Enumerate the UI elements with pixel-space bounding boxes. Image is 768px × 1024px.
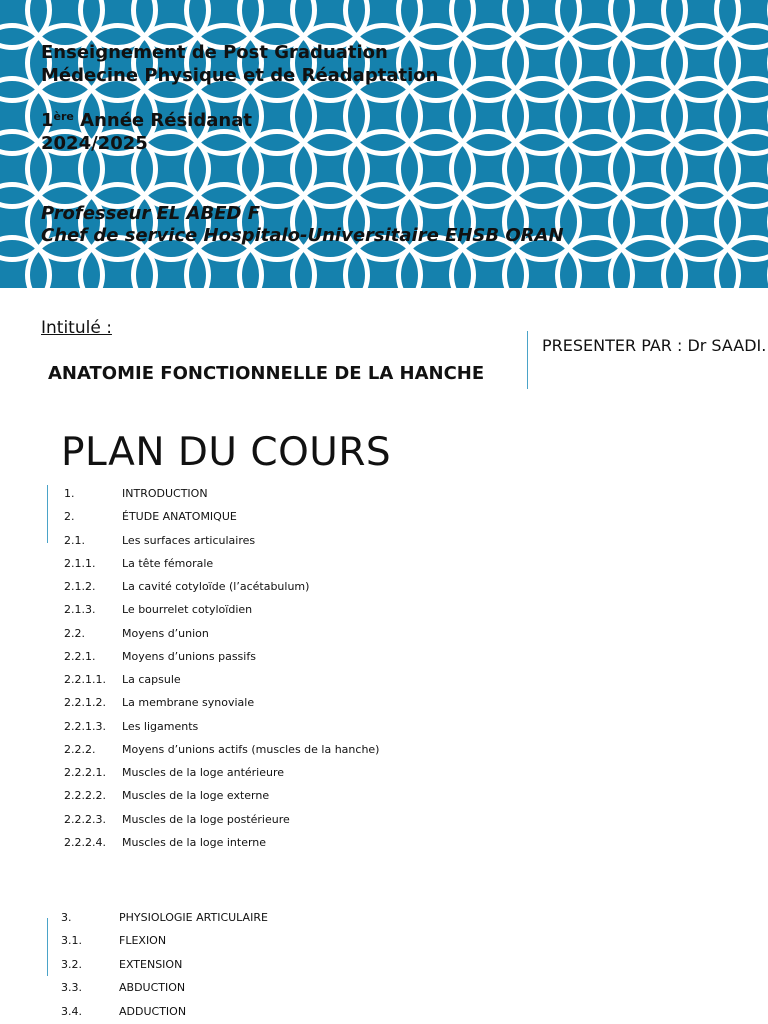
toc-item-text: ABDUCTION: [119, 981, 186, 995]
toc-item-text: La capsule: [122, 673, 181, 686]
academic-year: 2024/2025: [41, 133, 148, 154]
toc-item-text: Moyens d’union: [122, 626, 209, 640]
toc-item-text: La membrane synoviale: [122, 696, 255, 710]
toc-item-number: 2.2.2.: [64, 742, 96, 756]
program-title: Enseignement de Post Graduation: [41, 42, 388, 63]
professor-name: Professeur EL ABED F: [41, 203, 260, 224]
toc-item-text: Le bourrelet cotyloïdien: [122, 603, 253, 617]
toc-item-text: ADDUCTION: [119, 1004, 187, 1018]
residency-year: 1ère Année Résidanat: [41, 110, 252, 131]
toc-item-text: Muscles de la loge postérieure: [122, 812, 290, 826]
toc-item-number: 2.2.2.3.: [64, 812, 106, 826]
toc-item-number: 2.2.1.1.: [64, 673, 106, 686]
toc-item-text: Moyens d’unions passifs: [122, 649, 256, 663]
header-banner: [0, 0, 768, 288]
toc-item-number: 2.2.: [64, 626, 85, 640]
toc-item-number: 2.2.1.: [64, 649, 96, 663]
toc-accent-bar: [47, 485, 48, 543]
intitule-label: Intitulé :: [41, 318, 112, 338]
toc-item-text: Moyens d’unions actifs (muscles de la hanche): [122, 742, 380, 756]
divider: [527, 331, 528, 389]
toc-item-text: FLEXION: [119, 934, 167, 948]
toc-item-text: Muscles de la loge antérieure: [122, 766, 285, 779]
toc-item-text: PHYSIOLOGIE ARTICULAIRE: [119, 911, 268, 924]
toc-item-number: 2.2.2.4.: [64, 835, 106, 849]
specialty-title: Médecine Physique et de Réadaptation: [41, 65, 439, 86]
toc-item-number: 3.1.: [61, 934, 82, 948]
toc-item-text: Muscles de la loge externe: [122, 789, 270, 803]
toc-item-number: 2.1.2.: [64, 580, 96, 593]
toc-item-number: 2.: [64, 510, 75, 524]
toc-item-number: 3.: [61, 911, 72, 924]
toc-item-text: Les ligaments: [122, 719, 199, 733]
service-title: Chef de service Hospitalo-Universitaire EHSB ORAN: [41, 225, 564, 246]
plan-title: PLAN DU COURS: [61, 430, 392, 475]
presenter-label: PRESENTER PAR : Dr SAADI.: [542, 336, 767, 355]
toc-item-number: 2.2.1.3.: [64, 719, 106, 733]
toc-accent-bar: [47, 918, 48, 976]
toc-item-text: La tête fémorale: [122, 556, 214, 570]
toc-item-number: 1.: [64, 487, 75, 500]
toc-item-number: 2.2.2.2.: [64, 789, 106, 803]
toc-item-number: 3.3.: [61, 981, 82, 995]
toc-item-number: 2.1.3.: [64, 603, 96, 617]
toc-item-number: 3.4.: [61, 1004, 82, 1018]
toc-item-text: La cavité cotyloïde (l’acétabulum): [122, 580, 310, 593]
toc-item-number: 2.1.1.: [64, 556, 96, 570]
toc-item-text: INTRODUCTION: [122, 487, 208, 500]
toc-item-text: Muscles de la loge interne: [122, 835, 267, 849]
toc-item-number: 2.2.2.1.: [64, 766, 106, 779]
course-title: ANATOMIE FONCTIONNELLE DE LA HANCHE: [48, 363, 485, 384]
toc-item-text: EXTENSION: [119, 957, 183, 971]
toc-item-number: 2.2.1.2.: [64, 696, 106, 710]
toc-item-text: Les surfaces articulaires: [122, 533, 256, 547]
toc-item-number: 2.1.: [64, 533, 85, 547]
toc-item-text: ÉTUDE ANATOMIQUE: [122, 510, 237, 524]
toc-item-number: 3.2.: [61, 957, 82, 971]
